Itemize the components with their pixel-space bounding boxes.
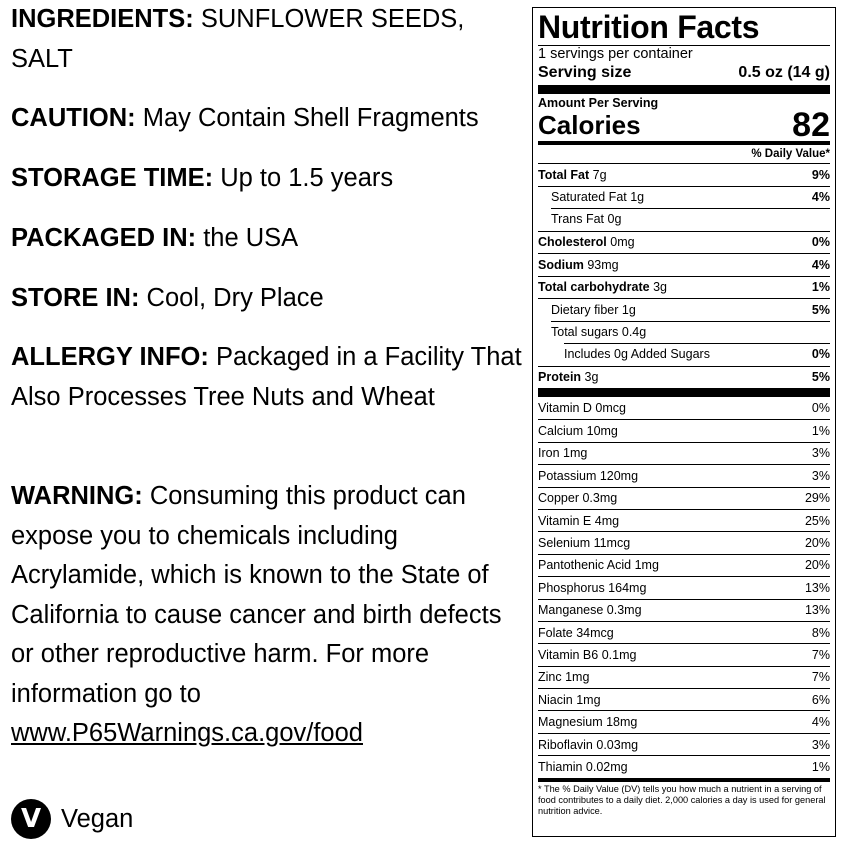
nutrient-row-sodium (538, 253, 830, 276)
vitamin-row (538, 710, 830, 732)
vitamin-dv: 3% (811, 468, 830, 483)
store-in-label: STORE IN: (11, 284, 140, 312)
caution-value: May Contain Shell Fragments (135, 104, 479, 132)
vegan-badge (11, 799, 133, 839)
allergy-info-value: Packaged in a Facility That Also Processes Tree Nuts and Wheat (11, 343, 522, 411)
nutrient-amount: Fat 0g (582, 212, 622, 227)
nutrient-name: Protein (538, 370, 582, 385)
vitamin-row (538, 733, 830, 755)
nutrient-amount: 3g (581, 370, 599, 385)
storage-time-value: Up to 1.5 years (213, 164, 394, 192)
nutrient-amount: 1g (626, 190, 645, 205)
nutrient-name: Total carbohydrate (538, 280, 650, 295)
nutrient-name: Total Fat (538, 167, 590, 182)
vitamin-dv: 4% (811, 715, 830, 730)
allergy-info-line (11, 338, 526, 417)
vitamin-label: Vitamin E 4mg (538, 513, 620, 528)
nutrient-dv: 5% (811, 370, 830, 385)
vitamin-dv: 3% (811, 737, 830, 752)
vitamin-dv: 25% (804, 513, 830, 528)
packaged-in-line (11, 219, 298, 259)
nutrient-name: Saturated Fat (551, 190, 627, 205)
vitamin-row (538, 464, 830, 486)
vitamin-label: Copper 0.3mg (538, 491, 618, 506)
nutrient-row-total-carbohydrate (538, 276, 830, 299)
vitamin-label: Zinc 1mg (538, 670, 590, 685)
divider-thick (538, 85, 830, 94)
serving-size-label: Serving size (538, 64, 632, 81)
nutrient-dv: 4% (811, 190, 830, 205)
p65-warnings-link[interactable]: www.P65Warnings.ca.gov/food (11, 719, 363, 747)
daily-value-footnote: * The % Daily Value (DV) tells you how much a nutrient in a serving of food contributes to a daily diet. 2,000 calories a day is used for general nutrition advice. (538, 783, 826, 816)
packaged-in-value: the USA (196, 224, 299, 252)
nutrient-dv: 9% (811, 167, 830, 182)
nutrient-amount: 1g (618, 302, 636, 317)
vitamin-label: Calcium 10mg (538, 424, 618, 439)
nutrient-row-saturated-fat (538, 186, 830, 209)
nutrient-amount: 7g (589, 167, 607, 182)
vitamin-label: Iron 1mg (538, 446, 588, 461)
nutrient-amount: 0.4g (618, 324, 647, 339)
vegan-label: Vegan (61, 804, 134, 833)
vitamin-dv: 29% (804, 491, 830, 506)
nutrient-row-added-sugars (538, 343, 830, 366)
warning-label: WARNING: (11, 482, 143, 510)
vitamin-row (538, 442, 830, 464)
vitamin-row (538, 621, 830, 643)
vitamin-row (538, 509, 830, 531)
daily-value-header: % Daily Value* (751, 148, 830, 160)
vegan-icon: V (11, 799, 51, 839)
ingredients-label: INGREDIENTS: (11, 5, 194, 33)
storage-time-line (11, 159, 393, 199)
nutrient-dv: 5% (811, 302, 830, 317)
vitamin-label: Vitamin D 0mcg (538, 401, 626, 416)
nutrient-amount: 93mg (583, 257, 619, 272)
nutrient-name: Sodium (538, 257, 584, 272)
nutrition-facts-title: Nutrition Facts (538, 9, 760, 45)
calories-row (538, 106, 830, 144)
vitamin-row (538, 397, 830, 419)
calories-value: 82 (792, 106, 830, 144)
warning-value: Consuming this product can expose you to chemicals including Acrylamide, which is known to the State of California to cause cancer and birth defects or other reproductive harm. For more information go to (11, 482, 502, 708)
servings-per-container: 1 servings per container (538, 46, 693, 62)
nutrient-name: Dietary fiber (551, 302, 619, 317)
vitamin-label: Vitamin B6 0.1mg (538, 647, 637, 662)
nutrient-row-cholesterol (538, 231, 830, 254)
vitamin-row (538, 576, 830, 598)
storage-time-label: STORAGE TIME: (11, 164, 214, 192)
nutrient-name: Cholesterol (538, 235, 607, 250)
serving-size-row (538, 63, 830, 85)
vitamin-dv: 7% (811, 670, 830, 685)
vitamin-dv: 20% (804, 558, 830, 573)
allergy-info-label: ALLERGY INFO: (11, 343, 209, 371)
nutrient-dv: 4% (811, 257, 830, 272)
vitamin-row (538, 599, 830, 621)
nutrient-dv: 1% (811, 280, 830, 295)
vitamin-label: Potassium 120mg (538, 468, 639, 483)
nutrient-name: Total sugars (551, 324, 619, 339)
calories-label: Calories (538, 110, 641, 140)
vitamin-label: Pantothenic Acid 1mg (538, 558, 659, 573)
vitamin-dv: 0% (811, 401, 830, 416)
ingredients-value: SUNFLOWER SEEDS, SALT (11, 5, 465, 73)
vitamin-row (538, 666, 830, 688)
vitamin-row (538, 643, 830, 665)
packaged-in-label: PACKAGED IN: (11, 224, 197, 252)
vitamin-dv: 20% (804, 536, 830, 551)
store-in-value: Cool, Dry Place (139, 284, 324, 312)
ingredients-line (11, 0, 526, 79)
vitamin-dv: 1% (811, 759, 830, 774)
vitamin-row (538, 755, 830, 777)
vitamin-label: Phosphorus 164mg (538, 580, 647, 595)
vitamin-label: Riboflavin 0.03mg (538, 737, 639, 752)
nutrient-amount: 3g (649, 280, 667, 295)
vitamin-label: Selenium 11mcg (538, 536, 631, 551)
nutrition-facts-label (532, 7, 836, 837)
divider-thick (538, 388, 830, 397)
caution-label: CAUTION: (11, 104, 136, 132)
vitamin-row (538, 419, 830, 441)
nutrient-amount: 0mg (606, 235, 635, 250)
vitamin-label: Magnesium 18mg (538, 715, 638, 730)
vitamin-dv: 13% (804, 603, 830, 618)
vitamin-dv: 1% (811, 424, 830, 439)
vitamin-dv: 8% (811, 625, 830, 640)
nutrient-name: Includes 0g Added Sugars (564, 347, 710, 362)
nutrient-dv: 0% (811, 347, 830, 362)
vitamin-dv: 3% (811, 446, 830, 461)
nutrient-row-dietary-fiber (538, 298, 830, 321)
nutrient-row-total-sugars (538, 321, 830, 344)
vitamin-label: Manganese 0.3mg (538, 603, 642, 618)
amount-per-serving: Amount Per Serving (538, 96, 659, 110)
vitamin-label: Niacin 1mg (538, 692, 601, 707)
vitamin-row (538, 487, 830, 509)
caution-line (11, 99, 479, 139)
serving-size-value: 0.5 oz (14 g) (738, 64, 830, 81)
store-in-line (11, 279, 324, 319)
nutrient-dv: 0% (811, 235, 830, 250)
warning-line (11, 477, 526, 754)
vitamin-label: Folate 34mcg (538, 625, 614, 640)
vitamin-label: Thiamin 0.02mg (538, 759, 628, 774)
vitamin-dv: 7% (811, 647, 830, 662)
vitamin-row (538, 554, 830, 576)
vitamin-row (538, 688, 830, 710)
vitamin-dv: 13% (804, 580, 830, 595)
nutrient-row-trans-fat (538, 208, 830, 231)
nutrient-name: Trans (551, 212, 583, 227)
nutrient-row-protein (538, 366, 830, 389)
nutrient-row-total-fat (538, 163, 830, 186)
vitamin-row (538, 531, 830, 553)
vitamin-dv: 6% (811, 692, 830, 707)
